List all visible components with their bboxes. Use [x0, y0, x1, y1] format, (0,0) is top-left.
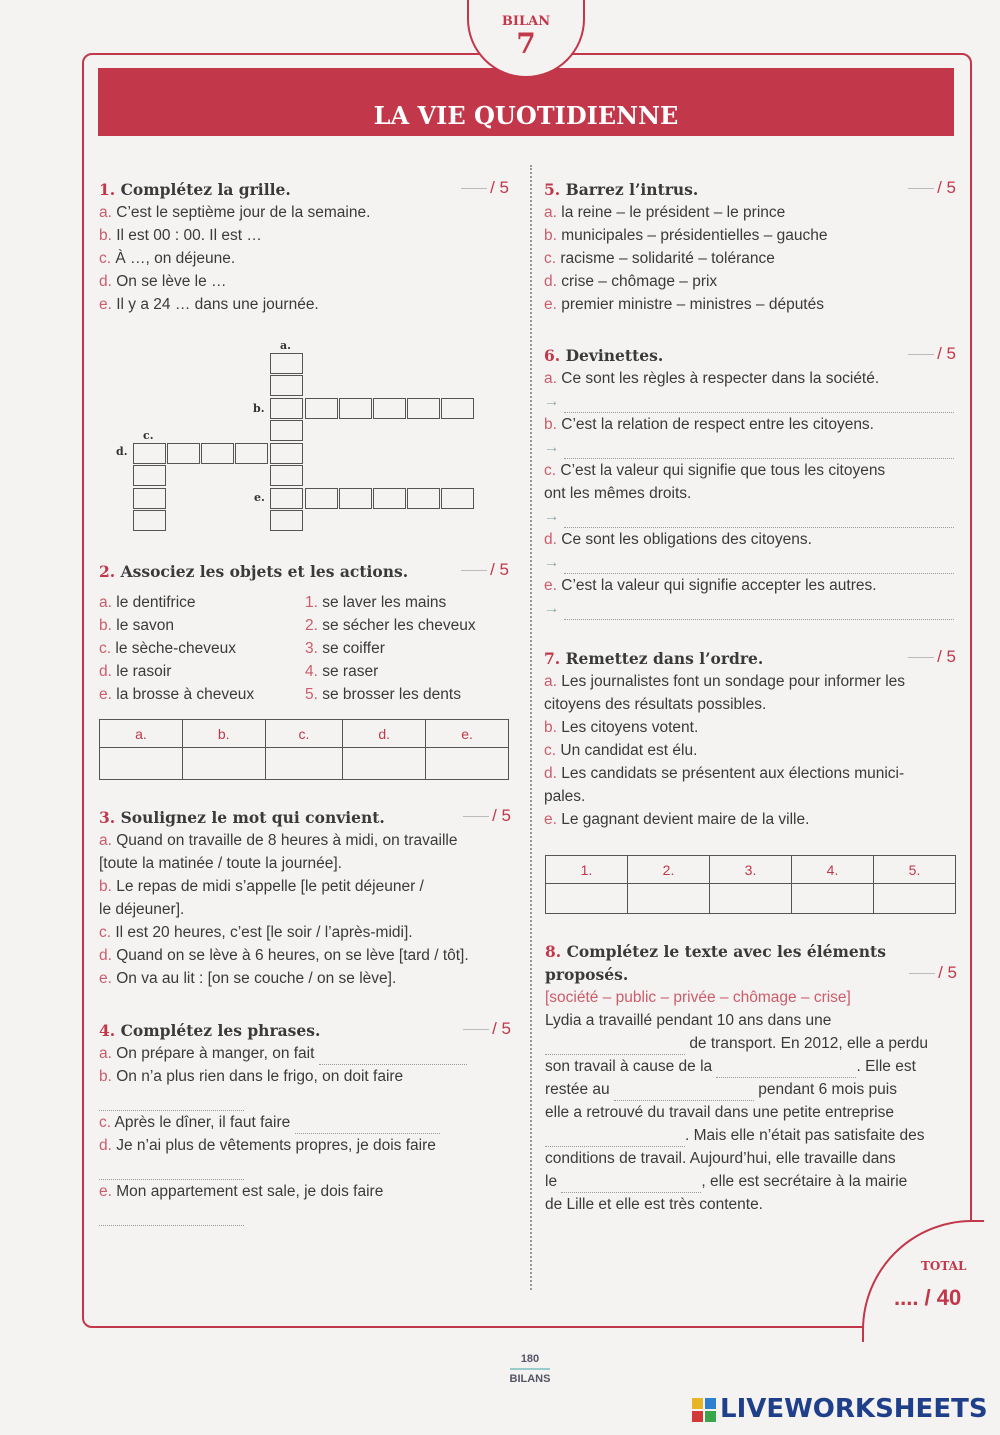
- list-item: b. On n’a plus rien dans le frigo, on doit faire: [99, 1068, 404, 1085]
- column-divider: [530, 165, 532, 1290]
- section-6-score: / 5: [908, 342, 956, 365]
- grid-cell[interactable]: [339, 398, 372, 419]
- list-item: a. Ce sont les règles à respecter dans la société.: [544, 370, 880, 387]
- answer-cell[interactable]: [182, 748, 265, 780]
- section-1-score: / 5: [461, 176, 509, 199]
- arrow-icon: →: [544, 393, 560, 410]
- list-item: 4. se raser: [305, 663, 379, 680]
- list-item: b. Les citoyens votent.: [544, 719, 699, 736]
- grid-cell[interactable]: [270, 510, 303, 531]
- section-2-heading: 2. Associez les objets et les actions. / 5: [99, 560, 509, 581]
- total-label: TOTAL: [921, 1259, 967, 1273]
- page-number: 180: [520, 1353, 540, 1365]
- list-item: b. C’est la relation de respect entre les citoyens.: [544, 416, 874, 433]
- grid-label-e: e.: [254, 491, 265, 504]
- list-item: d. Je n’ai plus de vêtements propres, je dois faire: [99, 1137, 436, 1154]
- grid-cell[interactable]: [407, 398, 440, 419]
- answer-blank[interactable]: [99, 1165, 244, 1180]
- total-score: .... / 40: [894, 1285, 962, 1310]
- answer-blank[interactable]: [545, 1040, 685, 1055]
- grid-cell[interactable]: [133, 443, 166, 464]
- list-item: c. Un candidat est élu.: [544, 742, 698, 759]
- list-item: b. le savon: [99, 617, 174, 634]
- section-5-heading: 5. Barrez l’intrus. / 5: [544, 178, 956, 199]
- grid-cell[interactable]: [201, 443, 234, 464]
- answer-cell[interactable]: [100, 748, 183, 780]
- objects-list: [99, 591, 299, 706]
- section-4-score: / 5: [463, 1017, 511, 1040]
- list-item: [99, 1157, 511, 1180]
- section-5-score: / 5: [908, 176, 956, 199]
- list-item[interactable]: c. racisme – solidarité – tolérance: [544, 250, 775, 267]
- answer-cell[interactable]: [426, 748, 509, 780]
- table-header: 5.: [874, 856, 956, 884]
- list-item: e. C’est la valeur qui signifie accepter les autres.: [544, 577, 877, 594]
- answer-blank[interactable]: [295, 1119, 440, 1134]
- text-line: le , elle est secrétaire à la mairie: [545, 1170, 957, 1193]
- table-header: d.: [343, 720, 426, 748]
- answer-line[interactable]: [544, 551, 956, 574]
- section-5: [544, 178, 956, 316]
- grid-cell[interactable]: [270, 398, 303, 419]
- answer-cell[interactable]: [710, 884, 792, 914]
- grid-cell[interactable]: [270, 353, 303, 374]
- answer-line[interactable]: [544, 436, 956, 459]
- answer-cell[interactable]: [265, 748, 343, 780]
- list-item: [99, 1088, 511, 1111]
- list-item: a. le dentifrice: [99, 594, 196, 611]
- section-2-score: / 5: [461, 558, 509, 581]
- text-line: restée au pendant 6 mois puis: [545, 1078, 957, 1101]
- list-item: pales.: [544, 788, 586, 805]
- text-line: . Mais elle n’était pas satisfaite des: [545, 1124, 957, 1147]
- bilan-number: 7: [516, 27, 536, 60]
- table-header: c.: [265, 720, 343, 748]
- section-8: [545, 940, 957, 1216]
- grid-cell[interactable]: [133, 465, 166, 486]
- answer-line[interactable]: [544, 390, 956, 413]
- section-4-heading: 4. Complétez les phrases. / 5: [99, 1019, 511, 1040]
- answer-cell[interactable]: [874, 884, 956, 914]
- list-item: 2. se sécher les cheveux: [305, 617, 476, 634]
- grid-cell[interactable]: [305, 488, 338, 509]
- list-item[interactable]: [toute la matinée / toute la journée].: [99, 855, 342, 872]
- list-item: a. C’est le septième jour de la semaine.: [99, 204, 371, 221]
- grid-cell[interactable]: [441, 488, 474, 509]
- answer-cell[interactable]: [792, 884, 874, 914]
- grid-cell[interactable]: [270, 488, 303, 509]
- grid-cell[interactable]: [305, 398, 338, 419]
- answer-table-7: [545, 855, 956, 914]
- text-line: elle a retrouvé du travail dans une petite entreprise: [545, 1104, 894, 1121]
- footer-divider: [510, 1368, 550, 1370]
- section-4: [99, 1019, 511, 1226]
- grid-cell[interactable]: [373, 398, 406, 419]
- answer-cell[interactable]: [343, 748, 426, 780]
- section-6-heading: 6. Devinettes. / 5: [544, 344, 956, 365]
- grid-cell[interactable]: [270, 375, 303, 396]
- grid-cell[interactable]: [235, 443, 268, 464]
- liveworksheets-logo-icon: [692, 1398, 716, 1422]
- list-item: d. Les candidats se présentent aux élections munici-: [544, 765, 905, 782]
- grid-cell[interactable]: [373, 488, 406, 509]
- section-7-heading: 7. Remettez dans l’ordre. / 5: [544, 647, 956, 668]
- list-item: ont les mêmes droits.: [544, 485, 692, 502]
- grid-cell[interactable]: [133, 510, 166, 531]
- arrow-icon: →: [544, 439, 560, 456]
- text-line: son travail à cause de la . Elle est: [545, 1055, 957, 1078]
- grid-label-b: b.: [253, 402, 265, 415]
- answer-blank[interactable]: [716, 1063, 856, 1078]
- answer-blank[interactable]: [99, 1096, 244, 1111]
- answer-cell[interactable]: [546, 884, 628, 914]
- list-item[interactable]: b. Le repas de midi s’appelle [le petit déjeuner /: [99, 878, 424, 895]
- list-item[interactable]: a. la reine – le président – le prince: [544, 204, 786, 221]
- list-item: [99, 1203, 511, 1226]
- list-item[interactable]: d. crise – chômage – prix: [544, 273, 718, 290]
- grid-cell[interactable]: [407, 488, 440, 509]
- section-8-heading-cont: proposés. / 5: [545, 963, 957, 984]
- answer-blank[interactable]: [99, 1211, 244, 1226]
- section-1: [99, 178, 509, 316]
- list-item: c. Après le dîner, il faut faire: [99, 1111, 511, 1134]
- section-7: [544, 647, 956, 831]
- section-8-heading: 8. Complétez le texte avec les éléments: [545, 942, 886, 961]
- list-item: e. Le gagnant devient maire de la ville.: [544, 811, 810, 828]
- answer-line[interactable]: [544, 505, 956, 528]
- list-item: e. Il y a 24 … dans une journée.: [99, 296, 319, 313]
- grid-label-a: a.: [280, 339, 291, 352]
- answer-blank[interactable]: [561, 1178, 701, 1193]
- grid-cell[interactable]: [270, 443, 303, 464]
- list-item: d. On se lève le …: [99, 273, 227, 290]
- answer-blank[interactable]: [614, 1086, 754, 1101]
- list-item[interactable]: a. Quand on travaille de 8 heures à midi, on travaille: [99, 832, 458, 849]
- answer-line[interactable]: [544, 597, 956, 620]
- list-item: 5. se brosser les dents: [305, 686, 461, 703]
- text-line: de transport. En 2012, elle a perdu: [545, 1032, 957, 1055]
- text-line: Lydia a travaillé pendant 10 ans dans une: [545, 1012, 832, 1029]
- table-header: a.: [100, 720, 183, 748]
- table-header: 1.: [546, 856, 628, 884]
- list-item: a. Les journalistes font un sondage pour informer les: [544, 673, 906, 690]
- word-bank: [société – public – privée – chômage – crise]: [545, 989, 851, 1006]
- grid-cell[interactable]: [270, 420, 303, 441]
- watermark: LIVEWORKSHEETS: [720, 1394, 988, 1424]
- list-item: d. Ce sont les obligations des citoyens.: [544, 531, 812, 548]
- section-2: [99, 560, 509, 583]
- list-item[interactable]: le déjeuner].: [99, 901, 185, 918]
- grid-cell[interactable]: [441, 398, 474, 419]
- list-item: e. la brosse à cheveux: [99, 686, 255, 703]
- grid-cell[interactable]: [133, 488, 166, 509]
- section-3-heading: 3. Soulignez le mot qui convient. / 5: [99, 806, 511, 827]
- section-3: [99, 806, 511, 990]
- table-header: b.: [182, 720, 265, 748]
- list-item: 3. se coiffer: [305, 640, 385, 657]
- list-item[interactable]: b. municipales – présidentielles – gauche: [544, 227, 828, 244]
- page-footer: [500, 1353, 560, 1385]
- list-item: 1. se laver les mains: [305, 594, 447, 611]
- list-item: citoyens des résultats possibles.: [544, 696, 767, 713]
- answer-blank[interactable]: [545, 1132, 685, 1147]
- arrow-icon: →: [544, 508, 560, 525]
- section-1-heading: 1. Complétez la grille. / 5: [99, 178, 509, 199]
- answer-cell[interactable]: [628, 884, 710, 914]
- section-7-score: / 5: [908, 645, 956, 668]
- list-item: c. À …, on déjeune.: [99, 250, 236, 267]
- arrow-icon: →: [544, 600, 560, 617]
- section-6: [544, 344, 956, 620]
- section-3-score: / 5: [463, 804, 511, 827]
- text-line: de Lille et elle est très contente.: [545, 1196, 763, 1213]
- section-8-score: / 5: [909, 961, 957, 984]
- list-item[interactable]: e. On va au lit : [on se couche / on se lève].: [99, 970, 397, 987]
- bilan-label: BILAN: [501, 14, 551, 29]
- list-item: c. le sèche-cheveux: [99, 640, 236, 657]
- grid-label-d: d.: [116, 445, 128, 458]
- table-header: e.: [426, 720, 509, 748]
- grid-cell[interactable]: [167, 443, 200, 464]
- list-item: c. C’est la valeur qui signifie que tous les citoyens: [544, 462, 886, 479]
- grid-label-c: c.: [143, 429, 154, 442]
- list-item: a. On prépare à manger, on fait: [99, 1042, 511, 1065]
- list-item: e. Mon appartement est sale, je dois faire: [99, 1183, 384, 1200]
- list-item: d. le rasoir: [99, 663, 172, 680]
- list-item[interactable]: e. premier ministre – ministres – députés: [544, 296, 824, 313]
- footer-section: BILANS: [509, 1373, 551, 1385]
- page-title: LA VIE QUOTIDIENNE: [98, 68, 954, 136]
- arrow-icon: →: [544, 554, 560, 571]
- answer-table-2: [99, 719, 509, 780]
- grid-cell[interactable]: [270, 465, 303, 486]
- grid-cell[interactable]: [339, 488, 372, 509]
- list-item[interactable]: d. Quand on se lève à 6 heures, on se lève [tard / tôt].: [99, 947, 469, 964]
- list-item: b. Il est 00 : 00. Il est …: [99, 227, 262, 244]
- actions-list: [305, 591, 515, 706]
- table-header: 3.: [710, 856, 792, 884]
- text-line: conditions de travail. Aujourd’hui, elle travaille dans: [545, 1150, 896, 1167]
- answer-blank[interactable]: [319, 1050, 467, 1065]
- table-header: 4.: [792, 856, 874, 884]
- table-header: 2.: [628, 856, 710, 884]
- list-item[interactable]: c. Il est 20 heures, c’est [le soir / l’après-midi].: [99, 924, 413, 941]
